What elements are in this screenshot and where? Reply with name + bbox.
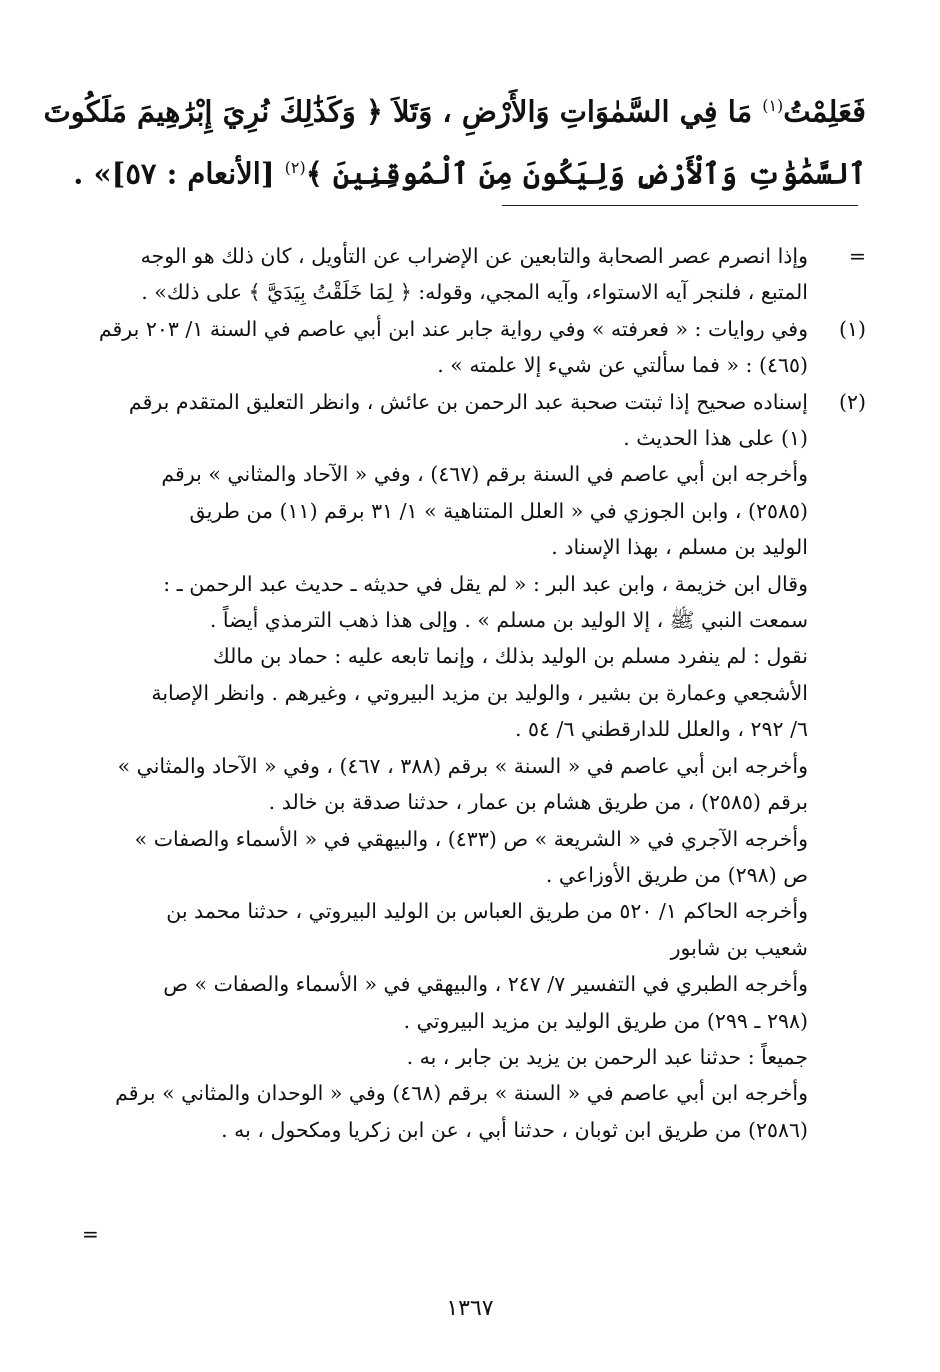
footnote bbox=[84, 311, 866, 384]
continuation-mark: = bbox=[82, 1222, 99, 1246]
main-text-segment: ٱلسَّمَٰوَٰتِ وَٱلْأَرْضِ وَلِيَكُونَ مِنَ ٱلْمُوقِنِينَ ﴾ bbox=[305, 156, 866, 191]
footnote-line: وفي روايات : « فعرفته » وفي رواية جابر عند ابن أبي عاصم في السنة ١/ ٢٠٣ برقم bbox=[98, 316, 808, 341]
footnote-line: سمعت النبي ﷺ ، إلا الوليد بن مسلم » . وإلى هذا ذهب الترمذي أيضاً . bbox=[209, 608, 808, 633]
footnote-reference: (٢) bbox=[284, 157, 306, 177]
footnote-line: نقول : لم ينفرد مسلم بن الوليد بذلك ، وإنما تابعه عليه : حماد بن مالك bbox=[212, 644, 808, 669]
footnote-line: وقال ابن خزيمة ، وابن عبد البر : « لم يقل في حديثه ـ حديث عبد الرحمن ـ : bbox=[163, 571, 808, 596]
footnote-line: وأخرجه الحاكم ١/ ٥٢٠ من طريق العباس بن الوليد البيروتي ، حدثنا محمد بن bbox=[166, 899, 808, 924]
footnote-line: جميعاً : حدثنا عبد الرحمن بن يزيد بن جابر ، به . bbox=[406, 1044, 808, 1069]
footnote-line: إسناده صحيح إذا ثبتت صحبة عبد الرحمن بن عائش ، وانظر التعليق المتقدم برقم bbox=[128, 389, 808, 414]
footnote-marker: (٢) bbox=[838, 389, 866, 414]
footnote-line: وأخرجه ابن أبي عاصم في السنة برقم (٤٦٧) ، وفي « الآحاد والمثاني » برقم bbox=[161, 462, 808, 487]
footnote-reference: (١) bbox=[762, 96, 784, 115]
main-text bbox=[43, 78, 866, 201]
footnote-line: (٢٥٨٥) ، وابن الجوزي في « العلل المتناهية » ١/ ٣١ برقم (١١) من طريق bbox=[189, 498, 808, 523]
footnote-line: الأشجعي وعمارة بن بشير ، والوليد بن مزيد البيروتي ، وغيرهم . وانظر الإصابة bbox=[151, 680, 808, 705]
main-text-line bbox=[73, 140, 866, 202]
footnote-line: (٢٥٨٦) من طريق ابن ثوبان ، حدثنا أبي ، عن ابن زكريا ومكحول ، به . bbox=[221, 1117, 808, 1142]
footnote-line: شعيب بن شابور bbox=[670, 935, 808, 960]
footnote-marker: = bbox=[848, 244, 866, 268]
main-text-segment: فَعَلِمْتُ bbox=[783, 94, 866, 129]
footnote-line: وأخرجه الآجري في « الشريعة » ص (٤٣٣) ، والبيهقي في « الأسماء والصفات » bbox=[134, 826, 808, 851]
footnote-line: وأخرجه الطبري في التفسير ٧/ ٢٤٧ ، والبيهقي في « الأسماء والصفات » ص bbox=[163, 972, 808, 997]
footnotes bbox=[84, 238, 866, 1148]
footnote-line: برقم (٢٥٨٥) ، من طريق هشام بن عمار ، حدثنا صدقة بن خالد . bbox=[268, 790, 808, 815]
footnote-line: (٤٦٥) : « فما سألتي عن شيء إلا علمته » . bbox=[437, 353, 808, 378]
footnote-line: وأخرجه ابن أبي عاصم في « السنة » برقم (٤٦٨) وفي « الوحدان والمثاني » برقم bbox=[115, 1081, 808, 1106]
main-text-segment: مَا فِي السَّمٰوَاتِ وَالأَرْضِ ، وَتَلاَ ﴿ وَكَذَٰلِكَ نُرِيَ إِبْرَٰهِيمَ مَلَكُوتَ bbox=[43, 94, 763, 129]
footnote-line: ٦/ ٢٩٢ ، والعلل للدارقطني ٦/ ٥٤ . bbox=[514, 717, 808, 742]
footnote-line: (١) على هذا الحديث . bbox=[623, 426, 808, 451]
footnote-marker: (١) bbox=[838, 316, 866, 341]
main-text-segment: [الأنعام : ٥٧]» . bbox=[73, 156, 285, 191]
page-number: ١٣٦٧ bbox=[446, 1296, 494, 1321]
footnote bbox=[84, 384, 866, 1149]
footnote-line: وإذا انصرم عصر الصحابة والتابعين عن الإضراب عن التأويل ، كان ذلك هو الوجه bbox=[140, 244, 808, 268]
main-text-line bbox=[43, 78, 866, 140]
footnote-line: الوليد بن مسلم ، بهذا الإسناد . bbox=[551, 535, 808, 560]
footnote-line: المتبع ، فلنجر آيه الاستواء، وآيه المجي، وقوله: ﴿ لِمَا خَلَقْتُ بِيَدَيَّ ﴾ على ذلك» . bbox=[141, 280, 808, 305]
footnote-line: (٢٩٨ ـ ٢٩٩) من طريق الوليد بن مزيد البيروتي . bbox=[403, 1008, 808, 1033]
footnote bbox=[84, 238, 866, 311]
footnote-line: ص (٢٩٨) من طريق الأوزاعي . bbox=[545, 862, 808, 887]
footnote-line: وأخرجه ابن أبي عاصم في « السنة » برقم (٣٨٨ ، ٤٦٧) ، وفي « الآحاد والمثاني » bbox=[117, 753, 808, 778]
footnote-separator bbox=[502, 205, 858, 206]
